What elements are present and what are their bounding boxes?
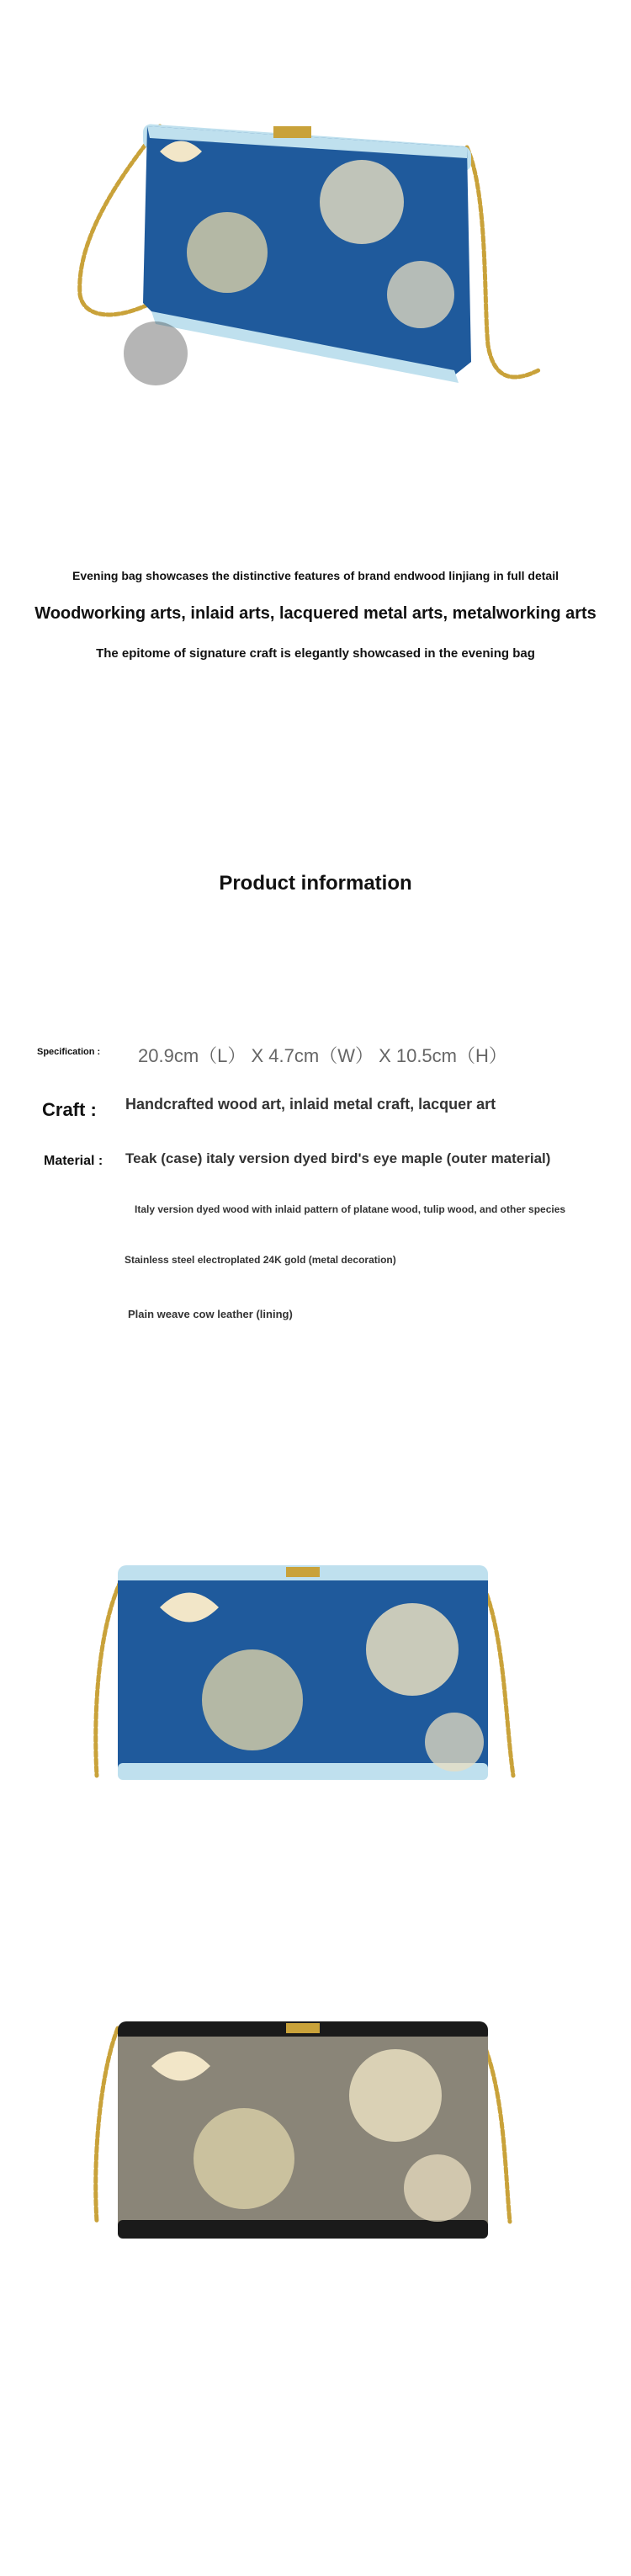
- specification-value: 20.9cm（L） X 4.7cm（W） X 10.5cm（H）: [138, 1045, 507, 1066]
- craft-label: Craft :: [42, 1099, 97, 1120]
- bag-image-front-blue: [0, 1548, 631, 1801]
- intro-line-1: Evening bag showcases the distinctive features of brand endwood linjiang in full detail: [72, 569, 559, 582]
- specification-label: Specification :: [37, 1047, 101, 1057]
- material-value: Teak (case) italy version dyed bird's eye maple (outer material): [125, 1150, 551, 1166]
- bag-image-angled: [0, 67, 631, 454]
- intro-line-3: The epitome of signature craft is elegantly showcased in the evening bag: [96, 646, 535, 661]
- craft-value: Handcrafted wood art, inlaid metal craft, lacquer art: [125, 1096, 496, 1113]
- product-info-title: Product information: [219, 872, 412, 895]
- bag-image-front-black: [0, 2003, 631, 2247]
- material-label: Material :: [44, 1154, 103, 1168]
- material-line-4: Plain weave cow leather (lining): [128, 1308, 293, 1320]
- intro-line-2: Woodworking arts, inlaid arts, lacquered metal arts, metalworking arts: [34, 604, 597, 623]
- material-line-3: Stainless steel electroplated 24K gold (metal decoration): [125, 1254, 396, 1266]
- material-line-2: Italy version dyed wood with inlaid pattern of platane wood, tulip wood, and other species: [135, 1203, 566, 1215]
